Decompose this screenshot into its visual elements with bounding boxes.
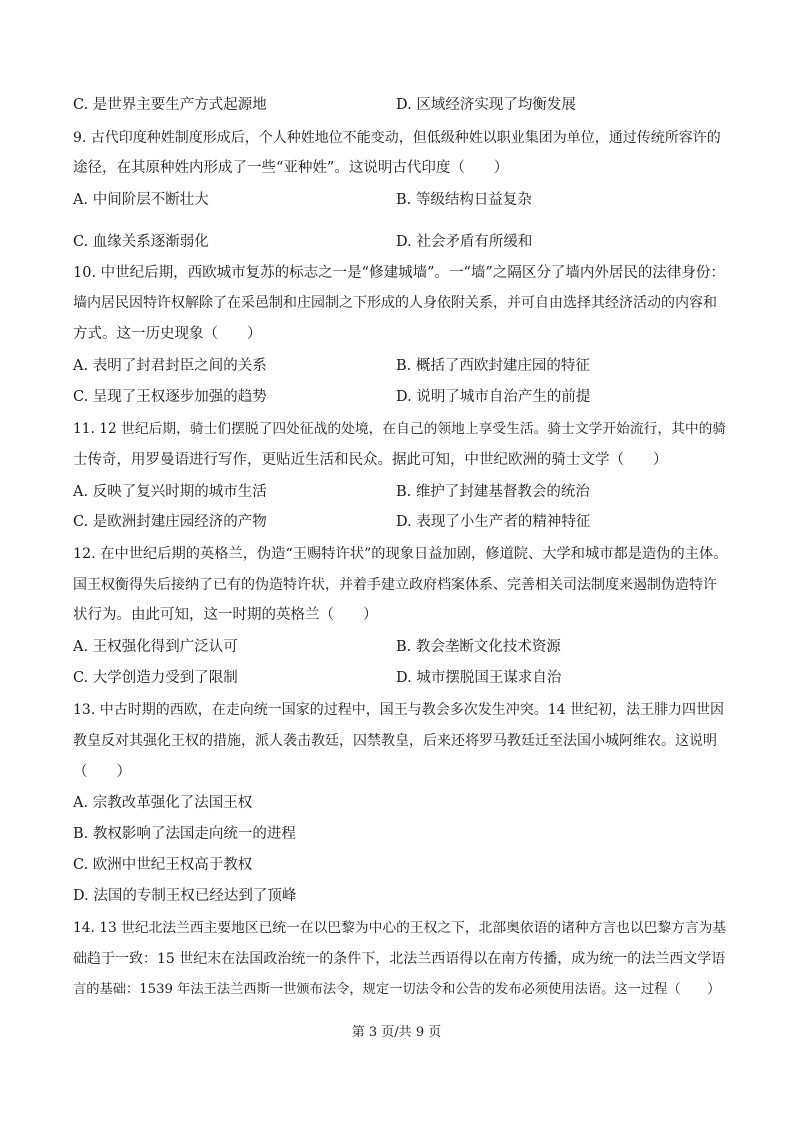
q10-option-d[interactable]: D. 说明了城市自治产生的前提 xyxy=(396,389,591,405)
q12-option-c[interactable]: C. 大学创造力受到了限制 xyxy=(73,670,238,686)
q10-stem-line-2: 墙内居民因特许权解除了在采邑制和庄园制之下形成的人身依附关系，并可自由选择其经济活动的内容和 xyxy=(73,295,717,311)
q11-stem-line-1: 11. 12 世纪后期，骑士们摆脱了四处征战的处境，在自己的领地上享受生活。骑士文学开始流行，其中的骑 xyxy=(73,421,727,437)
q9-option-a[interactable]: A. 中间阶层不断壮大 xyxy=(73,192,209,208)
q9-stem-line-2: 途径，在其原种姓内形成了一些“亚种姓”。这说明古代印度（ ） xyxy=(73,160,509,176)
q12-option-a[interactable]: A. 王权强化得到广泛认可 xyxy=(73,639,238,655)
page-number: 第 3 页/共 9 页 xyxy=(351,1025,442,1040)
q12-stem-line-2: 国王权衡得失后接纳了已有的伪造特许状，并着手建立政府档案体系、完善相关司法制度来遏制伪造特许 xyxy=(73,577,717,593)
q11-option-a[interactable]: A. 反映了复兴时期的城市生活 xyxy=(73,484,267,500)
q9-option-b[interactable]: B. 等级结构日益复杂 xyxy=(396,192,532,208)
q11-stem-line-2: 士传奇，用罗曼语进行写作，更贴近生活和民众。据此可知，中世纪欧洲的骑士文学（ ） xyxy=(73,452,668,468)
q8-option-d[interactable]: D. 区域经济实现了均衡发展 xyxy=(396,97,576,113)
q12-option-b[interactable]: B. 教会垄断文化技术资源 xyxy=(396,639,561,655)
q13-stem-line-1: 13. 中古时期的西欧，在走向统一国家的过程中，国王与教会多次发生冲突。14 世纪初，法王腓力四世因 xyxy=(73,702,724,718)
q11-option-b[interactable]: B. 维护了封建基督教会的统治 xyxy=(396,484,590,500)
q13-stem-line-3: （ ） xyxy=(73,764,131,780)
q9-option-d[interactable]: D. 社会矛盾有所缓和 xyxy=(396,234,533,250)
q14-stem-line-1: 14. 13 世纪北法兰西主要地区已统一在以巴黎为中心的王权之下，北部奥依语的诸种方言也以巴黎方言为基 xyxy=(73,920,727,936)
q14-stem-line-2: 础趋于一致：15 世纪末在法国政治统一的条件下，北法兰西语得以在南方传播，成为统一的法兰西文学语 xyxy=(73,951,726,967)
q9-option-c[interactable]: C. 血缘关系逐渐弱化 xyxy=(73,234,209,250)
q12-option-d[interactable]: D. 城市摆脱国王谋求自治 xyxy=(396,670,562,686)
q10-option-a[interactable]: A. 表明了封君封臣之间的关系 xyxy=(73,358,267,374)
q13-stem-line-2: 教皇反对其强化王权的措施，派人袭击教廷，囚禁教皇，后来还将罗马教廷迁至法国小城阿维农。这说明 xyxy=(73,733,717,749)
q13-option-c[interactable]: C. 欧洲中世纪王权高于教权 xyxy=(73,857,253,873)
q13-option-b[interactable]: B. 教权影响了法国走向统一的进程 xyxy=(73,826,296,842)
q12-stem-line-3: 状行为。由此可知，这一时期的英格兰（ ） xyxy=(73,607,378,623)
q13-option-d[interactable]: D. 法国的专制王权已经达到了顶峰 xyxy=(73,888,297,904)
q10-stem-line-3: 方式。这一历史现象（ ） xyxy=(73,326,262,342)
q12-stem-line-1: 12. 在中世纪后期的英格兰，伪造“王赐特许状”的现象日益加剧，修道院、大学和城市都是造伪的主体。 xyxy=(73,546,728,562)
q8-option-c[interactable]: C. 是世界主要生产方式起源地 xyxy=(73,97,267,113)
q11-option-c[interactable]: C. 是欧洲封建庄园经济的产物 xyxy=(73,514,267,530)
q11-option-d[interactable]: D. 表现了小生产者的精神特征 xyxy=(396,514,591,530)
q10-option-b[interactable]: B. 概括了西欧封建庄园的特征 xyxy=(396,358,590,374)
q10-option-c[interactable]: C. 呈现了王权逐步加强的趋势 xyxy=(73,389,267,405)
q14-stem-line-3: 言的基础：1539 年法王法兰西斯一世颁布法令，规定一切法令和公告的发布必须使用法语。这一过程（ ） xyxy=(73,982,721,997)
q13-option-a[interactable]: A. 宗教改革强化了法国王权 xyxy=(73,795,253,811)
q9-stem-line-1: 9. 古代印度种姓制度形成后，个人种姓地位不能变动，但低级种姓以职业集团为单位，通过传统所容许的 xyxy=(73,130,721,146)
q10-stem-line-1: 10. 中世纪后期，西欧城市复苏的标志之一是“修建城墙”。一“墙”之隔区分了墙内外居民的法律身份： xyxy=(73,265,725,281)
